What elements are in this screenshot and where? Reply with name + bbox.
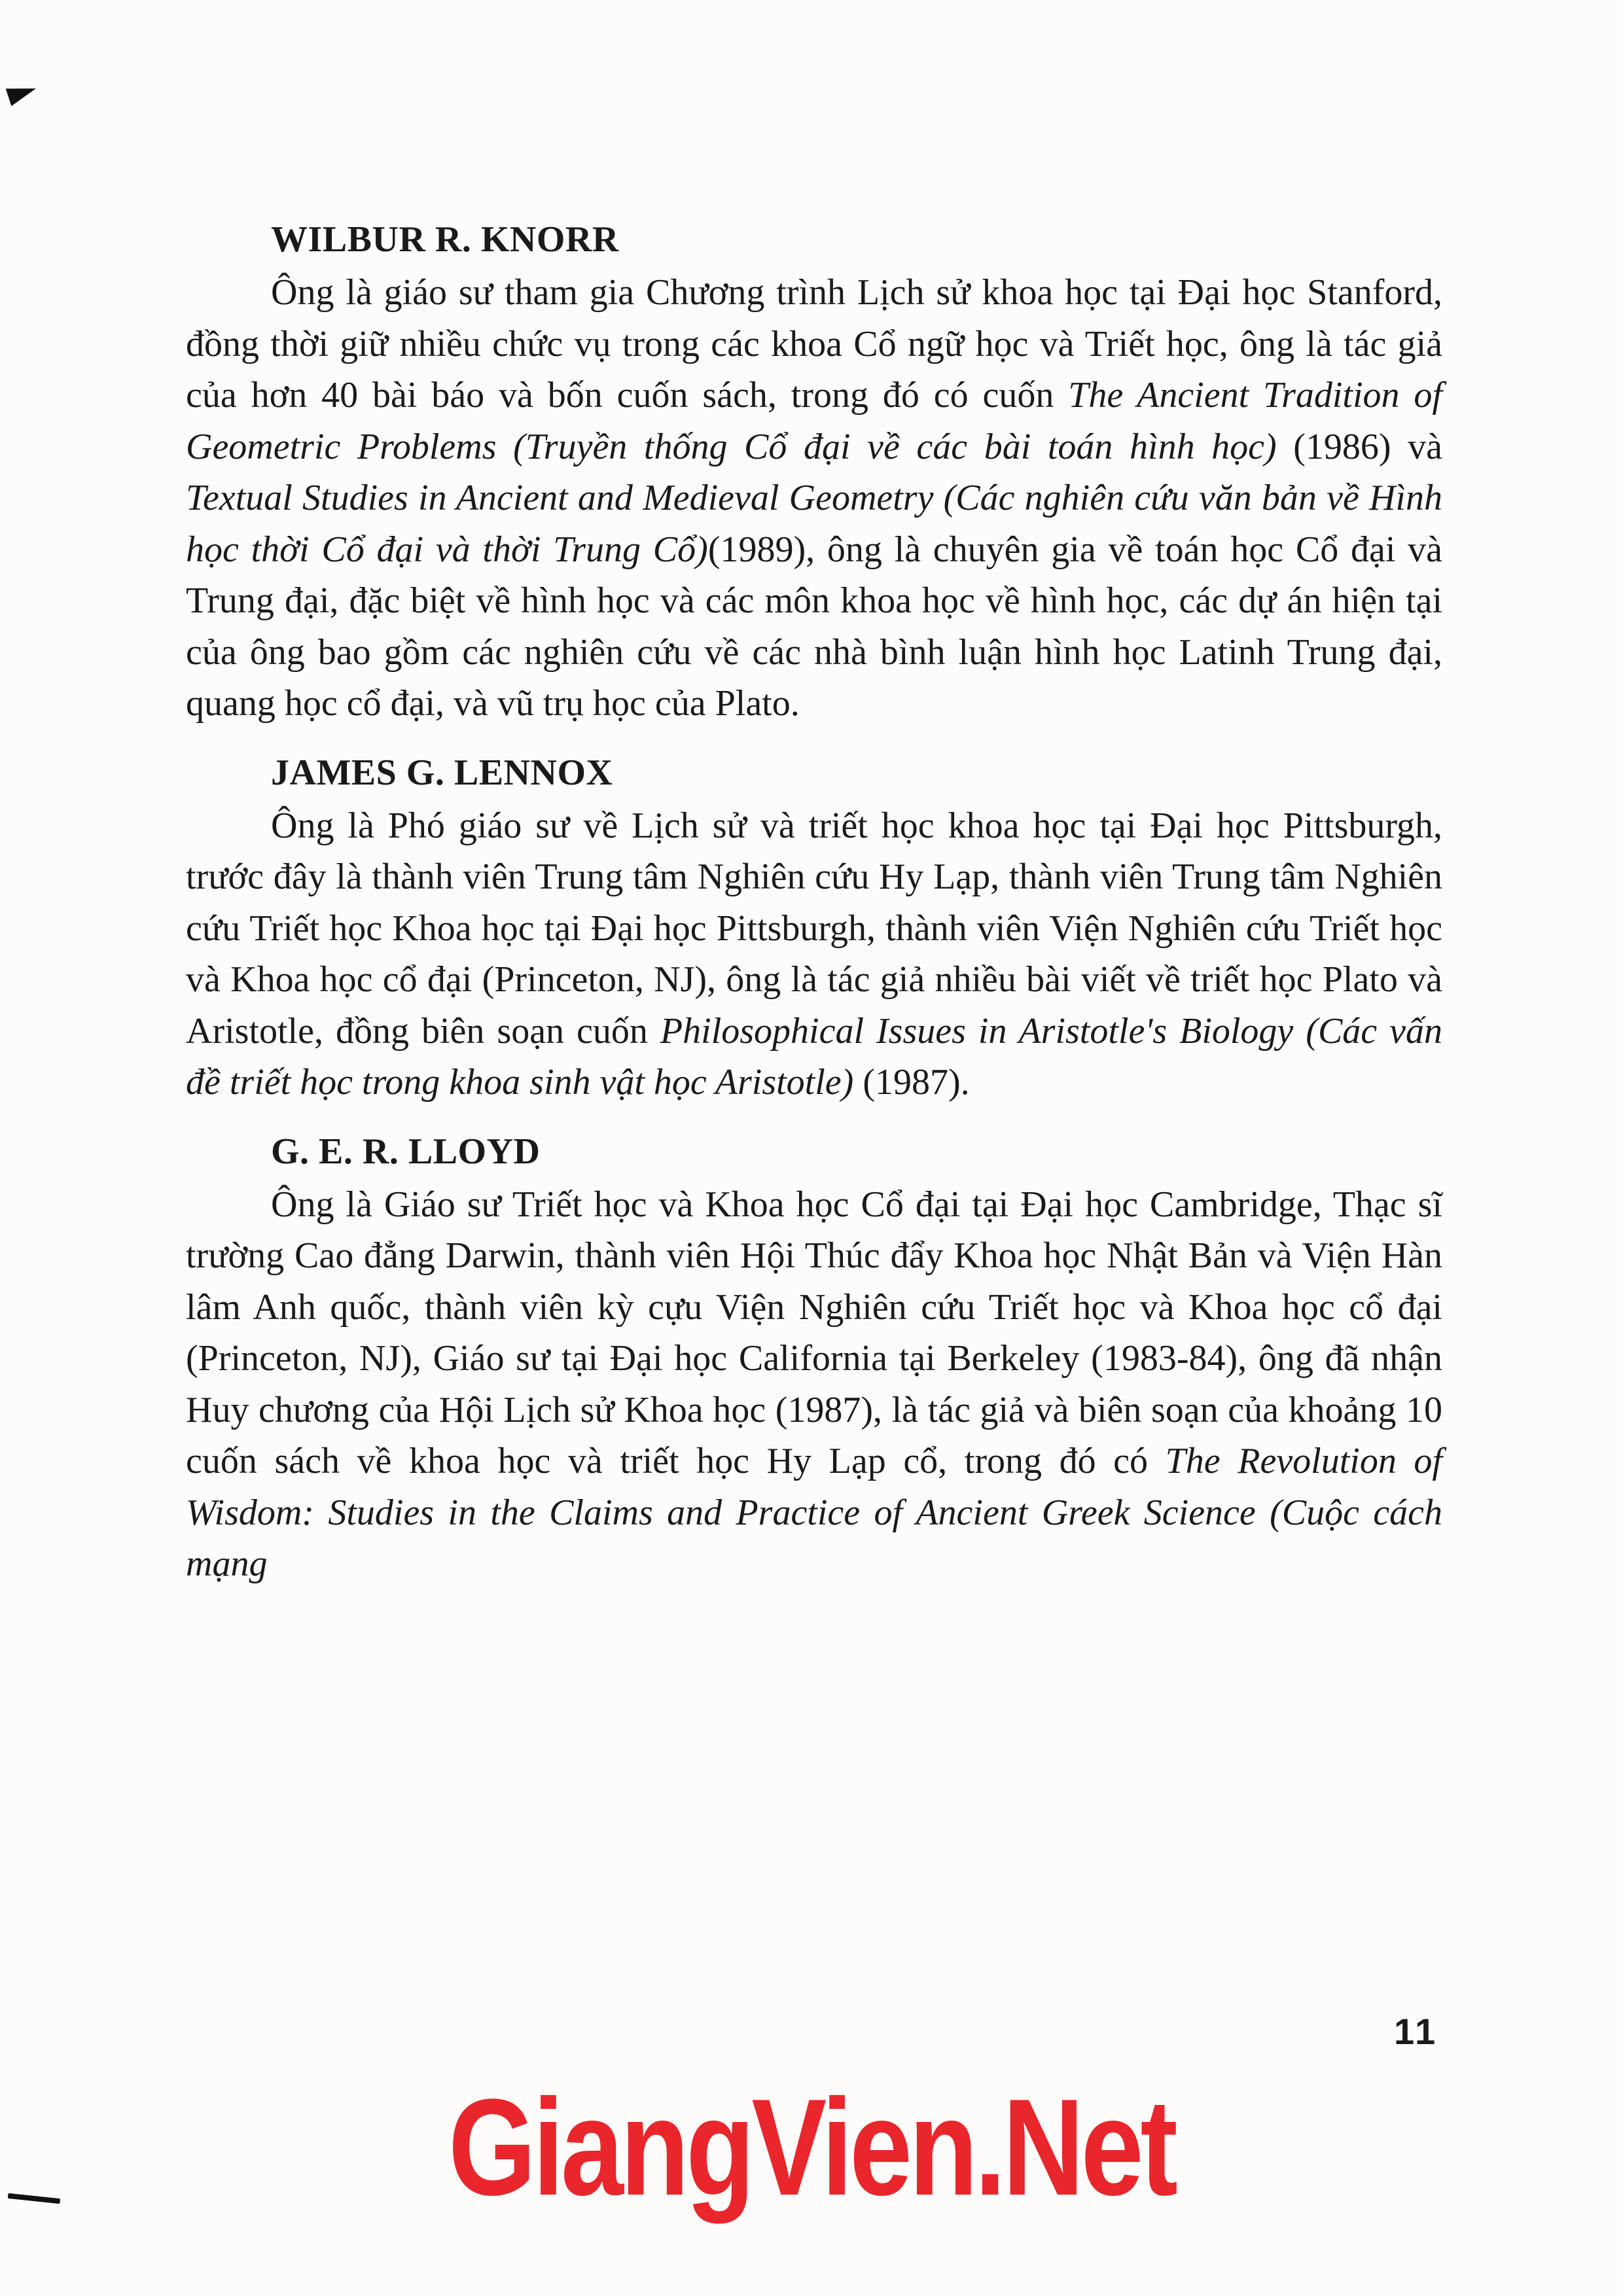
bio-text: (1986) và (1276, 426, 1442, 467)
bio-text: Ông là Giáo sư Triết học và Khoa học Cổ đại tại Đại học Cambridge, Thạc sĩ trường Cao đẳng Darwin, thành viên Hội Thúc đẩy Khoa học Nhật Bản và Viện Hàn lâm Anh quốc, thành viên kỳ cựu Viện Nghiên cứu Triết học và Khoa học cổ đại (Princeton, NJ), Giáo sư tại Đại học California tại Berkeley (1983-84), ông đã nhận Huy chương của Hội Lịch sử Khoa học (1987), là tác giả và biên soạn của khoảng 10 cuốn sách về khoa học và triết học Hy Lạp cổ, trong đó có (186, 1184, 1442, 1481)
bio-text: Ông là Phó giáo sư về Lịch sử và triết học khoa học tại Đại học Pittsburgh, trước đây là thành viên Trung tâm Nghiên cứu Hy Lạp, thành viên Trung tâm Nghiên cứu Triết học Khoa học tại Đại học Pittsburgh, thành viên Viện Nghiên cứu Triết học và Khoa học cổ đại (Princeton, NJ), ông là tác giả nhiều bài viết về triết học Plato và Aristotle, đồng biên soạn cuốn (186, 805, 1442, 1051)
book-title: The Revolution of Wisdom: Studies in the Claims and Practice of Ancient Greek Science (Cuộc cách mạng (186, 1441, 1442, 1584)
page-body (186, 216, 1442, 1610)
bio-text: (1987). (853, 1062, 970, 1103)
watermark-logo: GiangVien.Net (448, 2070, 1175, 2224)
heading-james-lennox: JAMES G. LENNOX (271, 752, 613, 793)
book-title: Philosophical Issues in Aristotle's Biology (Các vấn đề triết học trong khoa sinh vật học Aristotle) (186, 1010, 1443, 1103)
book-title: The Ancient Tradition of Geometric Problems (Truyền thống Cổ đại về các bài toán hình học) (186, 375, 1442, 467)
page-number: 11 (1394, 2011, 1438, 2052)
bio-paragraph-knorr (186, 267, 1442, 730)
scan-corner-mark-top (6, 80, 39, 106)
bio-text: (1989), ông là chuyên gia về toán học Cổ đại và Trung đại, đặc biệt về hình học và các môn khoa học về hình học, các dự án hiện tại của ông bao gồm các nghiên cứu về các nhà bình luận hình học Latinh Trung đại, quang học cổ đại, và vũ trụ học của Plato. (186, 529, 1442, 724)
book-title: Textual Studies in Ancient and Medieval Geometry (Các nghiên cứu văn bản về Hình học thời Cổ đại và thời Trung Cổ) (186, 478, 1442, 570)
heading-ger-lloyd: G. E. R. LLOYD (271, 1131, 541, 1172)
bio-paragraph-lennox (186, 800, 1442, 1108)
bio-paragraph-lloyd (186, 1179, 1442, 1590)
scan-corner-mark-bottom (8, 2193, 60, 2204)
heading-wilbur-knorr: WILBUR R. KNORR (271, 219, 619, 260)
bio-text: Ông là giáo sư tham gia Chương trình Lịch sử khoa học tại Đại học Stanford, đồng thời giữ nhiều chức vụ trong các khoa Cổ ngữ học và Triết học, ông là tác giả của hơn 40 bài báo và bốn cuốn sách, trong đó có cuốn (186, 272, 1442, 415)
